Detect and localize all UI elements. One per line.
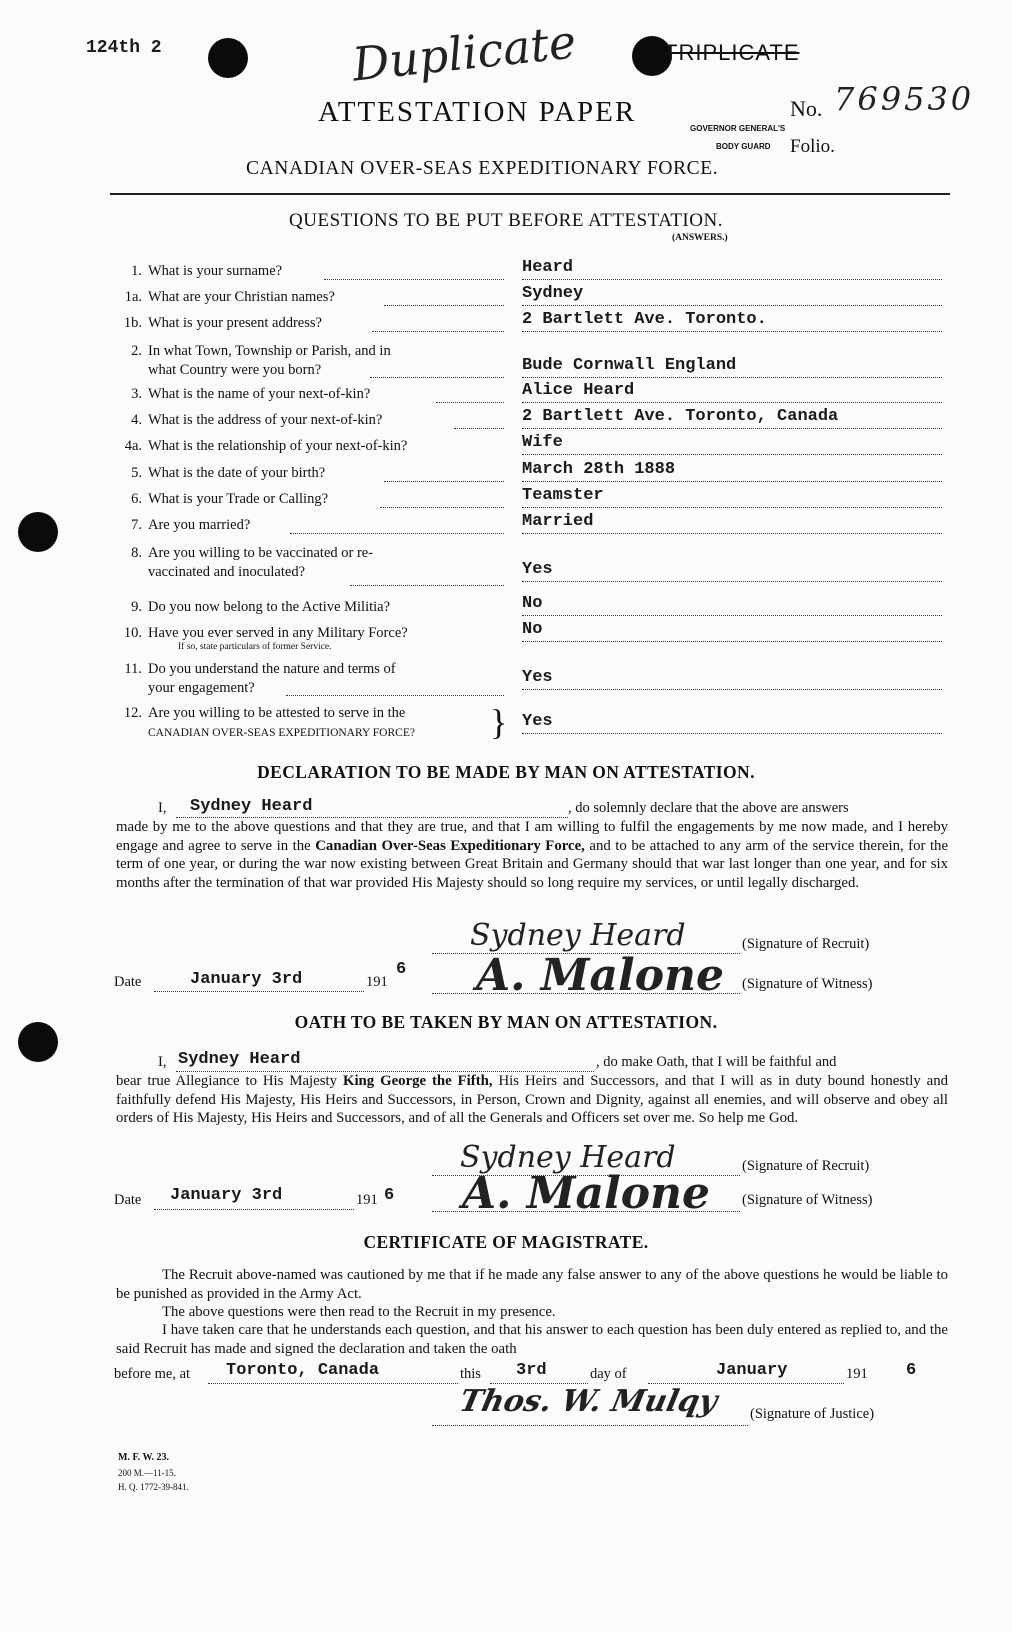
question-8: 8. Are you willing to be vaccinated or re- vaccinated and inoculated? xyxy=(131,545,374,580)
oath-text-a: , do make Oath, that I will be faithful and xyxy=(596,1054,837,1070)
justice-label: (Signature of Justice) xyxy=(750,1406,875,1422)
answer-8: Yes xyxy=(522,580,942,582)
declaration-year-suffix: 6 xyxy=(396,960,407,979)
question-6: 6. What is your Trade or Calling? xyxy=(131,491,329,507)
oath-heading: OATH TO BE TAKEN BY MAN ON ATTESTATION. xyxy=(294,1012,718,1032)
duplicate-handwriting: Duplicate xyxy=(349,14,579,92)
question-4a: 4a. What is the relationship of your next-of-kin? xyxy=(124,438,408,454)
question-1b: 1b. What is your present address? xyxy=(123,315,322,331)
answer-4a: Wife xyxy=(522,453,942,455)
answer-7: Married xyxy=(522,532,942,534)
question-9: 9. Do you now belong to the Active Militia? xyxy=(131,599,391,615)
oath-year-suffix: 6 xyxy=(384,1186,395,1205)
certificate-day-label: day of xyxy=(590,1366,627,1382)
oath-date-label: Date xyxy=(114,1192,142,1208)
answer-1a: Sydney xyxy=(522,304,942,306)
certificate-this-label: this xyxy=(460,1366,481,1382)
header-rule xyxy=(110,193,950,195)
question-leader xyxy=(372,330,504,332)
question-11: 11. Do you understand the nature and terms of your engagement? xyxy=(124,661,396,696)
oath-date-line xyxy=(154,1208,354,1210)
question-7: 7. Are you married? xyxy=(131,517,251,533)
question-1: 1. What is your surname? xyxy=(131,263,283,279)
justice-signature: Thos. W. Mulqy xyxy=(456,1384,721,1419)
question-12-brace: } xyxy=(490,702,508,742)
certificate-month: January xyxy=(716,1361,788,1380)
question-leader xyxy=(384,304,504,306)
declaration-name: Sydney Heard xyxy=(190,797,313,816)
question-12: 12. Are you willing to be attested to serve in the CANADIAN OVER-SEAS EXPEDITIONARY FORCE? xyxy=(123,705,415,739)
footer-line2: 200 M.—11-15. xyxy=(118,1468,176,1478)
oath-date-value: January 3rd xyxy=(170,1186,283,1205)
answer-1b: 2 Bartlett Ave. Toronto. xyxy=(522,330,942,332)
oath-witness-label: (Signature of Witness) xyxy=(742,1192,873,1208)
certificate-p2: The above questions were then read to the Recruit in my presence. xyxy=(162,1304,556,1320)
question-5: 5. What is the date of your birth? xyxy=(131,465,326,481)
questions-heading: QUESTIONS TO BE PUT BEFORE ATTESTATION. xyxy=(289,210,723,231)
answer-4: 2 Bartlett Ave. Toronto, Canada xyxy=(522,427,942,429)
declaration-witness-signature: A. Malone xyxy=(476,950,725,1001)
certificate-p3: I have taken care that he understands each question, and that his answer to each question has been duly entered as replied to, and the said Recruit has made and signed the declaration and taken the oath xyxy=(116,1322,948,1357)
certificate-place: Toronto, Canada xyxy=(226,1361,380,1380)
folio-label: Folio. xyxy=(790,136,835,157)
certificate-year-prefix: 191 xyxy=(846,1366,868,1382)
declaration-year-prefix: 191 xyxy=(366,974,388,990)
oath-witness-signature: A. Malone xyxy=(462,1168,711,1219)
oath-recruit-signature: Sydney Heard xyxy=(460,1140,676,1175)
question-leader xyxy=(436,401,504,403)
declaration-i: I, xyxy=(158,800,167,816)
footer-line3: H. Q. 1772-39-841. xyxy=(118,1482,189,1492)
question-leader xyxy=(324,278,504,280)
answer-6: Teamster xyxy=(522,506,942,508)
document-title: ATTESTATION PAPER xyxy=(318,96,637,128)
question-2: 2. In what Town, Township or Parish, and in what Country were you born? xyxy=(131,343,391,378)
question-leader xyxy=(380,506,504,508)
question-10-note: If so, state particulars of former Service. xyxy=(178,642,332,652)
footer-line1: M. F. W. 23. xyxy=(118,1452,170,1463)
declaration-date-value: January 3rd xyxy=(190,970,303,989)
question-leader xyxy=(384,480,504,482)
answer-10: No xyxy=(522,640,942,642)
question-3: 3. What is the name of your next-of-kin? xyxy=(131,386,371,402)
question-4: 4. What is the address of your next-of-kin? xyxy=(131,412,383,428)
oath-recruit-label: (Signature of Recruit) xyxy=(742,1158,870,1174)
question-leader xyxy=(350,584,504,586)
declaration-date-label: Date xyxy=(114,974,142,990)
gg-line2: BODY GUARD xyxy=(716,142,771,151)
answer-11: Yes xyxy=(522,688,942,690)
question-leader xyxy=(454,427,504,429)
certificate-heading: CERTIFICATE OF MAGISTRATE. xyxy=(363,1232,649,1252)
certificate-place-line xyxy=(208,1382,458,1384)
punch-hole-top xyxy=(208,38,248,78)
declaration-recruit-signature: Sydney Heard xyxy=(470,918,686,953)
question-leader xyxy=(370,376,504,378)
oath-name: Sydney Heard xyxy=(178,1050,301,1069)
answer-5: March 28th 1888 xyxy=(522,480,942,482)
force-title: CANADIAN OVER-SEAS EXPEDITIONARY FORCE. xyxy=(246,158,719,179)
answer-9: No xyxy=(522,614,942,616)
declaration-date-line xyxy=(154,990,364,992)
declaration-heading: DECLARATION TO BE MADE BY MAN ON ATTESTATION. xyxy=(257,762,755,782)
answer-12: Yes xyxy=(522,732,942,734)
answer-1: Heard xyxy=(522,278,942,280)
certificate-day: 3rd xyxy=(516,1361,547,1380)
question-leader xyxy=(290,532,504,534)
gg-line1: GOVERNOR GENERAL'S xyxy=(690,124,786,133)
question-leader xyxy=(286,694,504,696)
oath-witness-line xyxy=(432,1210,740,1212)
declaration-witness-line xyxy=(432,992,740,994)
answer-3: Alice Heard xyxy=(522,401,942,403)
number-label: No. xyxy=(790,96,823,121)
certificate-before-label: before me, at xyxy=(114,1366,191,1382)
answer-2: Bude Cornwall England xyxy=(522,376,942,378)
oath-i: I, xyxy=(158,1054,167,1070)
answers-label: (ANSWERS.) xyxy=(672,233,728,243)
certificate-year-suffix: 6 xyxy=(906,1361,917,1380)
justice-line xyxy=(432,1424,748,1426)
oath-year-prefix: 191 xyxy=(356,1192,378,1208)
question-10: 10. Have you ever served in any Military Force? xyxy=(123,625,408,641)
declaration-witness-label: (Signature of Witness) xyxy=(742,976,873,992)
declaration-body: made by me to the above questions and that they are true, and that I am willing to fulfil the engagements by me now made, and I hereby engage and agree to serve in the Canadian Over-Seas Expeditionary Force, and to be attached to any arm of the service therein, for the term of one year, or during the war now existing between Great Britain and Germany should that war last longer than one year, and for six months after the termination of that war provided His Majesty should so long require my services, or until legally discharged. xyxy=(116,819,949,891)
punch-hole-left-1 xyxy=(18,512,58,552)
number-value: 769530 xyxy=(834,80,975,118)
declaration-recruit-label: (Signature of Recruit) xyxy=(742,936,870,952)
question-1a: 1a. What are your Christian names? xyxy=(124,289,335,305)
certificate-p1: The Recruit above-named was cautioned by me that if he made any false answer to any of the above questions he would be liable to be punished as provided in the Army Act. xyxy=(116,1267,948,1302)
declaration-text-a: , do solemnly declare that the above are answers xyxy=(568,800,849,816)
corner-code: 124th 2 xyxy=(86,38,162,58)
oath-body: bear true Allegiance to His Majesty King George the Fifth, His Heirs and Successors, and that I will as in duty bound honestly and faithfully defend His Majesty, His Heirs and Successors, in Person, Crown and Dignity, against all enemies, and will observe and obey all orders of His Majesty, His Heirs and Successors, and of all the Generals and Officers set over me. So help me God. xyxy=(116,1073,949,1126)
triplicate-stamp: TRIPLICATE xyxy=(664,40,800,65)
